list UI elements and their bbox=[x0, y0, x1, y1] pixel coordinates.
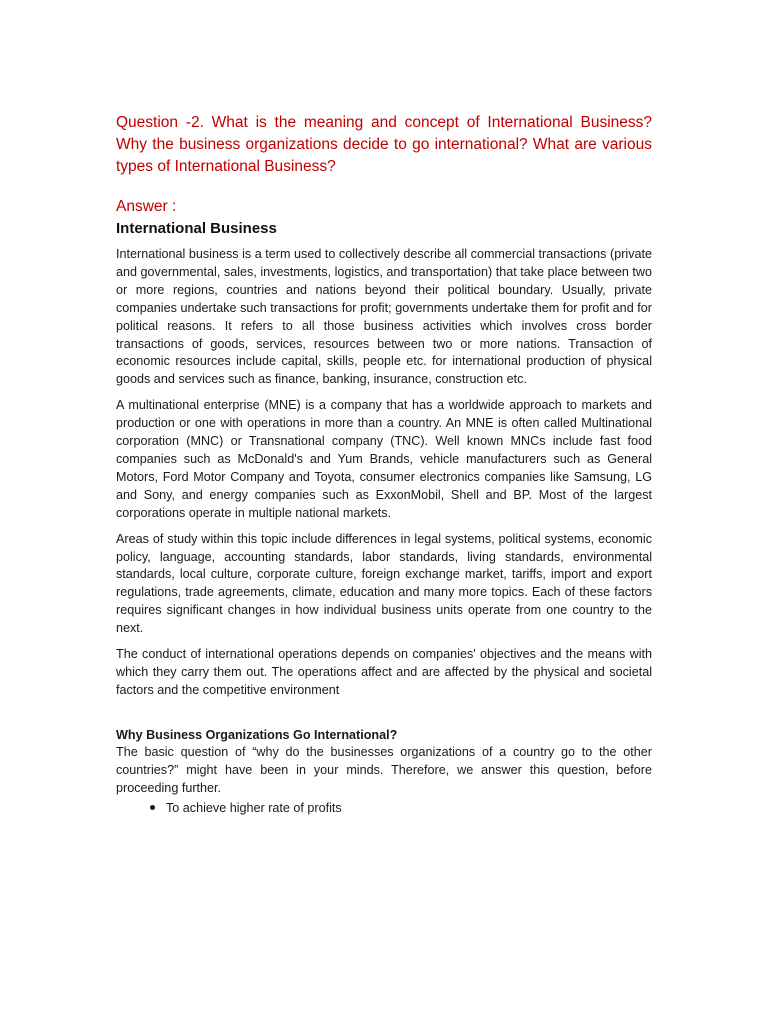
paragraph-areas: Areas of study within this topic include differences in legal systems, political systems, economic policy, language, accounting standards, labor standards, living standards, environmental standards, local culture, corporate culture, foreign exchange market, tariffs, import and export regulations, trade agreements, climate, education and many more topics. Each of these factors requires significant changes in how individual business units operate from one country to the next. bbox=[116, 531, 652, 636]
question-text: Question -2. What is the meaning and concept of International Business? Why the business organizations decide to go international? What are various types of International Business? bbox=[116, 114, 652, 175]
paragraph-conduct: The conduct of international operations depends on companies' objectives and the means with which they carry them out. The operations affect and are affected by the physical and societal factors and the competitive environment bbox=[116, 647, 652, 697]
why-paragraph: The basic question of “why do the businesses organizations of a country go to the other countries?” might have been in your minds. Therefore, we answer this question, before proceeding further. bbox=[116, 744, 652, 795]
reasons-list bbox=[116, 799, 652, 817]
list-item: To achieve higher rate of profits bbox=[150, 799, 652, 817]
why-heading: Why Business Organizations Go International? bbox=[116, 727, 398, 742]
section-heading: International Business bbox=[116, 220, 277, 237]
paragraph-intro: International business is a term used to collectively describe all commercial transactions (private and governmental, sales, investments, logistics, and transportation) that take place between two or more regions, countries and nations beyond their political boundary. Usually, private companies undertake such transactions for profit; governments undertake them for profit and for political reasons. It refers to all those business activities which involves cross border transactions of goods, services, resources between two or more nations. Transaction of economic resources include capital, skills, people etc. for international production of physical goods and services such as finance, banking, insurance, construction etc. bbox=[116, 247, 652, 387]
answer-label: Answer : bbox=[116, 198, 177, 215]
paragraph-mne: A multinational enterprise (MNE) is a company that has a worldwide approach to markets and production or one with operations in more than a country. An MNE is often called Multinational corporation (MNC) or Transnational company (TNC). Well known MNCs include fast food companies such as McDonald's and Yum Brands, vehicle manufacturers such as General Motors, Ford Motor Company and Toyota, consumer electronics companies like Samsung, LG and Sony, and energy companies such as ExxonMobil, Shell and BP. Most of the largest corporations operate in multiple national markets. bbox=[116, 398, 652, 520]
